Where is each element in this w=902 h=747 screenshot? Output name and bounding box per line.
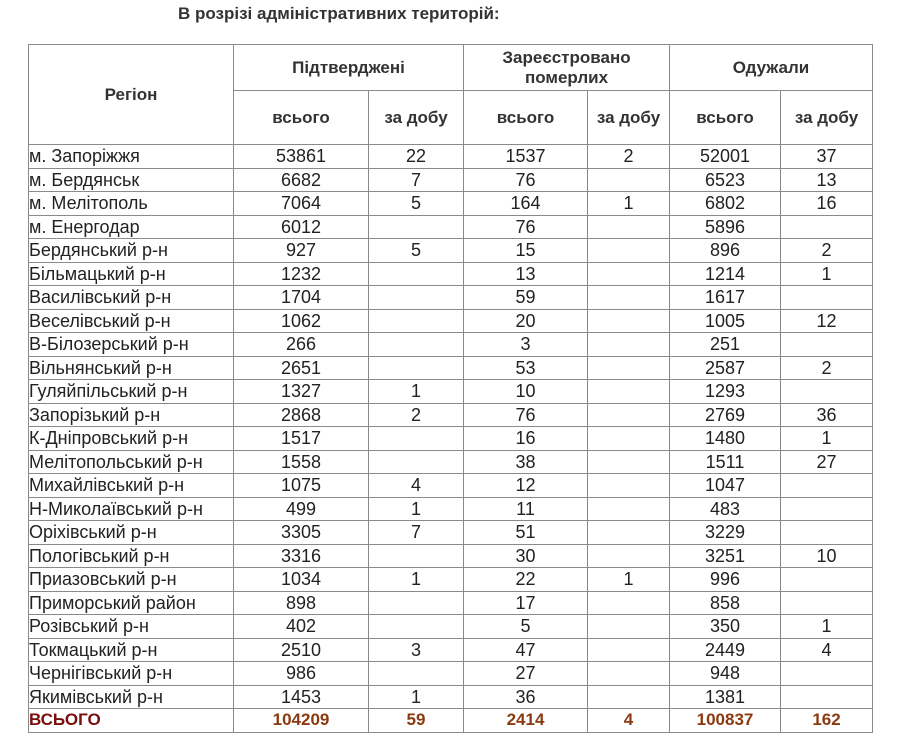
recovered-total-cell: 1617 xyxy=(670,286,781,310)
table-row xyxy=(29,262,873,286)
deaths-daily-cell xyxy=(588,521,670,545)
recovered-daily-cell: 1 xyxy=(781,262,873,286)
confirmed-daily-cell: 22 xyxy=(369,145,464,169)
deaths-header: Зареєстровано померлих xyxy=(464,45,670,91)
deaths-total-cell: 51 xyxy=(464,521,588,545)
region-cell: К-Дніпровський р-н xyxy=(29,427,234,451)
recovered-total-cell: 100837 xyxy=(670,709,781,733)
recovered-daily-cell: 4 xyxy=(781,638,873,662)
confirmed-daily-cell: 2 xyxy=(369,403,464,427)
recovered-total-cell: 483 xyxy=(670,497,781,521)
confirmed-daily-cell: 1 xyxy=(369,380,464,404)
confirmed-total-cell: 53861 xyxy=(234,145,369,169)
recovered-total-cell: 52001 xyxy=(670,145,781,169)
recovered-total-cell: 996 xyxy=(670,568,781,592)
table-row xyxy=(29,168,873,192)
region-cell: ВСЬОГО xyxy=(29,709,234,733)
region-cell: Більмацький р-н xyxy=(29,262,234,286)
recovered-daily-cell: 12 xyxy=(781,309,873,333)
recovered-total-cell: 251 xyxy=(670,333,781,357)
confirmed-total-header: всього xyxy=(234,91,369,145)
total-row xyxy=(29,709,873,733)
confirmed-daily-cell xyxy=(369,427,464,451)
confirmed-daily-header: за добу xyxy=(369,91,464,145)
recovered-total-cell: 2769 xyxy=(670,403,781,427)
deaths-total-cell: 38 xyxy=(464,450,588,474)
recovered-total-cell: 1480 xyxy=(670,427,781,451)
region-cell: Якимівський р-н xyxy=(29,685,234,709)
region-cell: Оріхівський р-н xyxy=(29,521,234,545)
region-cell: м. Енергодар xyxy=(29,215,234,239)
recovered-total-cell: 1047 xyxy=(670,474,781,498)
deaths-daily-cell: 1 xyxy=(588,192,670,216)
confirmed-daily-cell: 1 xyxy=(369,497,464,521)
confirmed-daily-cell xyxy=(369,309,464,333)
confirmed-total-cell: 927 xyxy=(234,239,369,263)
confirmed-total-cell: 1558 xyxy=(234,450,369,474)
confirmed-total-cell: 1034 xyxy=(234,568,369,592)
table-row xyxy=(29,356,873,380)
deaths-daily-cell xyxy=(588,544,670,568)
confirmed-daily-cell xyxy=(369,215,464,239)
deaths-daily-cell xyxy=(588,262,670,286)
region-cell: Мелітопольський р-н xyxy=(29,450,234,474)
confirmed-daily-cell: 59 xyxy=(369,709,464,733)
recovered-total-cell: 5896 xyxy=(670,215,781,239)
recovered-daily-cell: 162 xyxy=(781,709,873,733)
recovered-daily-cell xyxy=(781,521,873,545)
confirmed-daily-cell xyxy=(369,615,464,639)
deaths-daily-cell xyxy=(588,427,670,451)
confirmed-daily-cell xyxy=(369,333,464,357)
confirmed-total-cell: 6682 xyxy=(234,168,369,192)
confirmed-total-cell: 3305 xyxy=(234,521,369,545)
recovered-daily-cell: 16 xyxy=(781,192,873,216)
recovered-total-cell: 1214 xyxy=(670,262,781,286)
deaths-total-cell: 164 xyxy=(464,192,588,216)
table-row xyxy=(29,662,873,686)
recovered-total-cell: 2587 xyxy=(670,356,781,380)
deaths-total-cell: 76 xyxy=(464,403,588,427)
deaths-daily-cell xyxy=(588,638,670,662)
deaths-daily-cell xyxy=(588,286,670,310)
region-cell: Михайлівський р-н xyxy=(29,474,234,498)
confirmed-daily-cell: 7 xyxy=(369,521,464,545)
recovered-daily-cell: 36 xyxy=(781,403,873,427)
table-row xyxy=(29,215,873,239)
region-header: Регіон xyxy=(29,45,234,145)
table-row xyxy=(29,591,873,615)
deaths-daily-cell xyxy=(588,168,670,192)
table-row xyxy=(29,380,873,404)
confirmed-total-cell: 1232 xyxy=(234,262,369,286)
region-cell: Бердянський р-н xyxy=(29,239,234,263)
deaths-total-cell: 16 xyxy=(464,427,588,451)
recovered-total-cell: 3229 xyxy=(670,521,781,545)
confirmed-daily-cell xyxy=(369,591,464,615)
region-cell: Веселівський р-н xyxy=(29,309,234,333)
region-cell: Приазовський р-н xyxy=(29,568,234,592)
recovered-total-cell: 1005 xyxy=(670,309,781,333)
table-row xyxy=(29,333,873,357)
deaths-total-cell: 22 xyxy=(464,568,588,592)
deaths-total-cell: 3 xyxy=(464,333,588,357)
confirmed-total-cell: 1704 xyxy=(234,286,369,310)
deaths-daily-cell xyxy=(588,474,670,498)
deaths-daily-cell xyxy=(588,450,670,474)
deaths-total-cell: 17 xyxy=(464,591,588,615)
deaths-total-cell: 13 xyxy=(464,262,588,286)
deaths-daily-cell xyxy=(588,403,670,427)
region-cell: Чернігівський р-н xyxy=(29,662,234,686)
recovered-total-cell: 1293 xyxy=(670,380,781,404)
table-row xyxy=(29,521,873,545)
deaths-total-cell: 12 xyxy=(464,474,588,498)
confirmed-daily-cell: 5 xyxy=(369,239,464,263)
recovered-total-cell: 858 xyxy=(670,591,781,615)
recovered-daily-cell xyxy=(781,333,873,357)
deaths-total-cell: 1537 xyxy=(464,145,588,169)
deaths-total-cell: 15 xyxy=(464,239,588,263)
recovered-total-cell: 350 xyxy=(670,615,781,639)
deaths-daily-cell xyxy=(588,309,670,333)
table-row xyxy=(29,568,873,592)
confirmed-daily-cell: 1 xyxy=(369,568,464,592)
recovered-total-cell: 6802 xyxy=(670,192,781,216)
table-row xyxy=(29,544,873,568)
deaths-daily-cell xyxy=(588,591,670,615)
deaths-daily-cell: 1 xyxy=(588,568,670,592)
deaths-daily-cell: 2 xyxy=(588,145,670,169)
table-row xyxy=(29,145,873,169)
confirmed-daily-cell: 3 xyxy=(369,638,464,662)
deaths-total-cell: 30 xyxy=(464,544,588,568)
page-title: В розрізі адміністративних територій: xyxy=(178,4,500,23)
deaths-total-cell: 47 xyxy=(464,638,588,662)
confirmed-total-cell: 898 xyxy=(234,591,369,615)
deaths-daily-cell xyxy=(588,497,670,521)
table-row xyxy=(29,192,873,216)
confirmed-daily-cell: 7 xyxy=(369,168,464,192)
confirmed-total-cell: 3316 xyxy=(234,544,369,568)
table-row xyxy=(29,427,873,451)
recovered-daily-cell xyxy=(781,685,873,709)
confirmed-daily-cell xyxy=(369,262,464,286)
table-row xyxy=(29,497,873,521)
deaths-daily-cell xyxy=(588,662,670,686)
recovered-total-header: всього xyxy=(670,91,781,145)
deaths-total-cell: 59 xyxy=(464,286,588,310)
confirmed-total-cell: 1062 xyxy=(234,309,369,333)
region-stats-table xyxy=(28,44,873,733)
confirmed-total-cell: 1327 xyxy=(234,380,369,404)
deaths-total-cell: 76 xyxy=(464,168,588,192)
deaths-daily-cell xyxy=(588,333,670,357)
confirmed-total-cell: 499 xyxy=(234,497,369,521)
region-cell: Токмацький р-н xyxy=(29,638,234,662)
confirmed-total-cell: 2510 xyxy=(234,638,369,662)
deaths-daily-cell xyxy=(588,356,670,380)
recovered-total-cell: 3251 xyxy=(670,544,781,568)
deaths-daily-cell xyxy=(588,239,670,263)
recovered-total-cell: 948 xyxy=(670,662,781,686)
deaths-total-cell: 5 xyxy=(464,615,588,639)
region-cell: м. Запоріжжя xyxy=(29,145,234,169)
table-row xyxy=(29,450,873,474)
confirmed-total-cell: 104209 xyxy=(234,709,369,733)
deaths-total-cell: 76 xyxy=(464,215,588,239)
recovered-daily-cell: 1 xyxy=(781,615,873,639)
deaths-total-cell: 20 xyxy=(464,309,588,333)
recovered-total-cell: 1381 xyxy=(670,685,781,709)
recovered-daily-cell: 10 xyxy=(781,544,873,568)
deaths-total-cell: 53 xyxy=(464,356,588,380)
recovered-total-cell: 896 xyxy=(670,239,781,263)
region-cell: м. Бердянськ xyxy=(29,168,234,192)
confirmed-daily-cell xyxy=(369,544,464,568)
recovered-daily-cell xyxy=(781,591,873,615)
confirmed-daily-cell xyxy=(369,662,464,686)
recovered-daily-cell: 27 xyxy=(781,450,873,474)
recovered-header: Одужали xyxy=(670,45,873,91)
confirmed-total-cell: 1453 xyxy=(234,685,369,709)
confirmed-daily-cell: 4 xyxy=(369,474,464,498)
recovered-daily-cell xyxy=(781,568,873,592)
region-cell: Василівський р-н xyxy=(29,286,234,310)
region-cell: Розівський р-н xyxy=(29,615,234,639)
region-cell: м. Мелітополь xyxy=(29,192,234,216)
recovered-daily-cell: 2 xyxy=(781,356,873,380)
deaths-daily-cell xyxy=(588,380,670,404)
region-cell: Пологівський р-н xyxy=(29,544,234,568)
deaths-total-cell: 10 xyxy=(464,380,588,404)
region-cell: Запорізький р-н xyxy=(29,403,234,427)
deaths-daily-cell xyxy=(588,615,670,639)
deaths-daily-header: за добу xyxy=(588,91,670,145)
deaths-total-cell: 27 xyxy=(464,662,588,686)
confirmed-total-cell: 986 xyxy=(234,662,369,686)
confirmed-daily-cell: 5 xyxy=(369,192,464,216)
confirmed-total-cell: 7064 xyxy=(234,192,369,216)
recovered-total-cell: 6523 xyxy=(670,168,781,192)
recovered-daily-cell xyxy=(781,497,873,521)
table-row xyxy=(29,615,873,639)
confirmed-total-cell: 1517 xyxy=(234,427,369,451)
region-cell: В-Білозерський р-н xyxy=(29,333,234,357)
table-row xyxy=(29,474,873,498)
region-cell: Н-Миколаївський р-н xyxy=(29,497,234,521)
recovered-daily-cell: 37 xyxy=(781,145,873,169)
table-row xyxy=(29,685,873,709)
table-row xyxy=(29,309,873,333)
recovered-total-cell: 2449 xyxy=(670,638,781,662)
table-row xyxy=(29,239,873,263)
recovered-total-cell: 1511 xyxy=(670,450,781,474)
recovered-daily-cell xyxy=(781,380,873,404)
confirmed-total-cell: 2651 xyxy=(234,356,369,380)
deaths-total-cell: 2414 xyxy=(464,709,588,733)
region-cell: Гуляйпільський р-н xyxy=(29,380,234,404)
table-row xyxy=(29,638,873,662)
deaths-daily-cell: 4 xyxy=(588,709,670,733)
recovered-daily-cell: 1 xyxy=(781,427,873,451)
confirmed-total-cell: 2868 xyxy=(234,403,369,427)
confirmed-daily-cell xyxy=(369,450,464,474)
deaths-total-header: всього xyxy=(464,91,588,145)
recovered-daily-cell xyxy=(781,474,873,498)
table-body xyxy=(29,145,873,733)
deaths-total-cell: 11 xyxy=(464,497,588,521)
confirmed-daily-cell xyxy=(369,286,464,310)
region-cell: Вільнянський р-н xyxy=(29,356,234,380)
recovered-daily-cell xyxy=(781,215,873,239)
recovered-daily-cell: 2 xyxy=(781,239,873,263)
confirmed-total-cell: 6012 xyxy=(234,215,369,239)
deaths-total-cell: 36 xyxy=(464,685,588,709)
deaths-daily-cell xyxy=(588,215,670,239)
confirmed-daily-cell: 1 xyxy=(369,685,464,709)
recovered-daily-cell xyxy=(781,286,873,310)
region-cell: Приморський район xyxy=(29,591,234,615)
confirmed-total-cell: 1075 xyxy=(234,474,369,498)
table-row xyxy=(29,286,873,310)
recovered-daily-cell xyxy=(781,662,873,686)
recovered-daily-header: за добу xyxy=(781,91,873,145)
deaths-daily-cell xyxy=(588,685,670,709)
recovered-daily-cell: 13 xyxy=(781,168,873,192)
table-row xyxy=(29,403,873,427)
confirmed-header: Підтверджені xyxy=(234,45,464,91)
confirmed-total-cell: 402 xyxy=(234,615,369,639)
confirmed-total-cell: 266 xyxy=(234,333,369,357)
confirmed-daily-cell xyxy=(369,356,464,380)
